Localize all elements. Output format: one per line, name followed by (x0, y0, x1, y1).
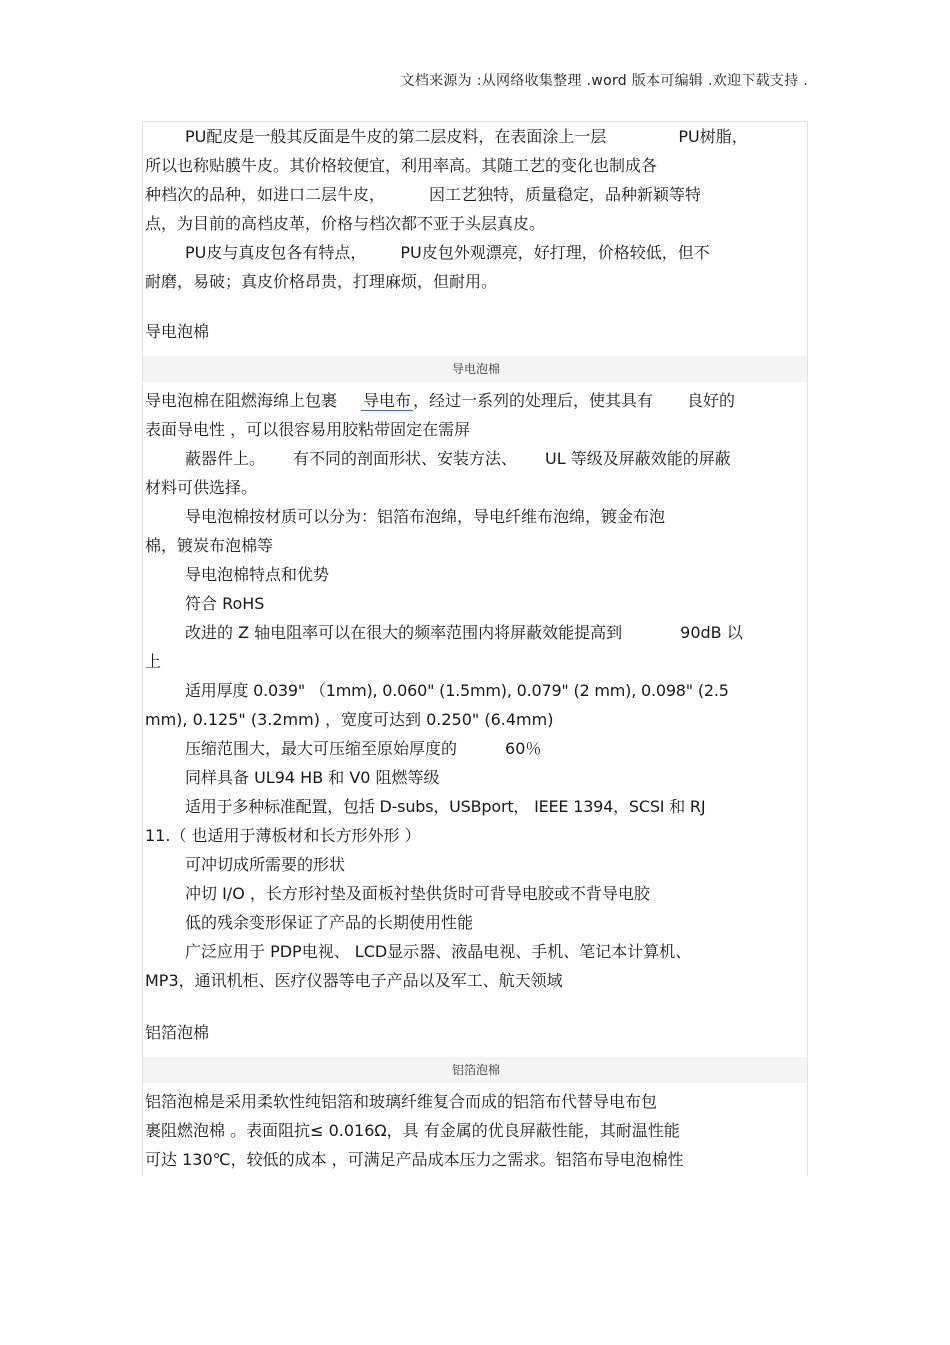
pu-paragraph-line (145, 180, 807, 209)
text: 90dB 以 (680, 623, 743, 642)
conductive-foam-line (145, 618, 807, 647)
text: 导电泡棉在阻燃海绵上包裹 (145, 391, 338, 410)
conductive-foam-line: MP3，通讯机柜、医疗仪器等电子产品以及军工、航天领域 (145, 971, 563, 990)
conductive-foam-line: 适用厚度 0.039" （1mm), 0.060" (1.5mm), 0.079" (2 mm), 0.098" (2.5 (185, 681, 729, 700)
conductive-foam-line: 材料可供选择。 (145, 478, 258, 497)
conductive-foam-line: 可冲切成所需要的形状 (185, 855, 346, 874)
conductive-foam-line: 符合 RoHS (185, 594, 265, 613)
text: PU皮与真皮包各有特点， (185, 243, 367, 262)
aluminum-foam-line: 可达 130℃，较低的成本 ，可满足产品成本压力之需求。铝箔布导电泡棉性 (145, 1150, 684, 1169)
text: UL 等级及屏蔽效能的屏蔽 (545, 449, 731, 468)
pu-paragraph-line (145, 238, 807, 267)
text: ，经过一系列的处理后，使其具有 (413, 391, 654, 410)
document-body (142, 121, 808, 1176)
pu-paragraph-line: 点，为目前的高档皮革，价格与档次都不亚于头层真皮。 (145, 214, 546, 233)
pu-paragraph-line: 耐磨，易破；真皮价格昂贵，打理麻烦，但耐用。 (145, 272, 498, 291)
document-content (143, 122, 807, 1174)
pu-paragraph-line (145, 122, 807, 151)
section-heading-aluminum-foam: 铝箔泡棉 (145, 1023, 210, 1042)
text: 种档次的品种，如进口二层牛皮， (145, 185, 386, 204)
image-caption-aluminum-foam: 铝箔泡棉 (143, 1057, 808, 1083)
text: PU配皮是一般其反面是牛皮的第二层皮料，在表面涂上一层 (185, 127, 607, 146)
conductive-foam-line: 表面导电性 ，可以很容易用胶粘带固定在需屏 (145, 420, 471, 439)
source-note: 文档来源为 :从网络收集整理 .word 版本可编辑 .欢迎下载支持 . (400, 73, 808, 89)
conductive-foam-line (145, 444, 807, 473)
pu-paragraph-line: 所以也称贴膜牛皮。其价格较便宜，利用率高。其随工艺的变化也制成各 (145, 156, 658, 175)
conductive-foam-line (145, 386, 807, 415)
conductive-foam-line: 低的残余变形保证了产品的长期使用性能 (185, 913, 474, 932)
conductive-foam-line: 导电泡棉特点和优势 (185, 565, 330, 584)
text: 改进的 Z 轴电阻率可以在很大的频率范围内将屏蔽效能提高到 (185, 623, 623, 642)
section-heading-conductive-foam: 导电泡棉 (145, 322, 210, 341)
image-caption-conductive-foam: 导电泡棉 (143, 356, 808, 382)
conductive-foam-line: 适用于多种标准配置，包括 D-subs，USBport， IEEE 1394，SCSI 和 RJ (185, 797, 706, 816)
conductive-foam-line (145, 734, 807, 763)
aluminum-foam-line: 铝箔泡棉是采用柔软性纯铝箔和玻璃纤维复合而成的铝箔布代替导电布包 (145, 1092, 658, 1111)
conductive-foam-line: 冲切 I/O ，长方形衬垫及面板衬垫供货时可背导电胶或不背导电胶 (185, 884, 650, 903)
conductive-foam-line: mm), 0.125" (3.2mm) ，宽度可达到 0.250" (6.4mm) (145, 710, 554, 729)
conductive-foam-line: 同样具备 UL94 HB 和 V0 阻燃等级 (185, 768, 440, 787)
conductive-foam-line: 广泛应用于 PDP电视、 LCD显示器、液晶电视、手机、笔记本计算机、 (185, 942, 692, 961)
conductive-foam-line: 上 (145, 652, 162, 671)
text: 良好的 (687, 391, 736, 410)
aluminum-foam-line: 裹阻燃泡棉 。表面阻抗≤ 0.016Ω，具 有金属的优良屏蔽性能，其耐温性能 (145, 1121, 680, 1140)
text: 压缩范围大，最大可压缩至原始厚度的 (185, 739, 458, 758)
text: 60％ (505, 739, 542, 758)
text: PU树脂， (678, 127, 748, 146)
text: 有不同的剖面形状、安装方法、 (293, 449, 518, 468)
text: 因工艺独特，质量稳定，品种新颖等特 (429, 185, 702, 204)
conductive-foam-line: 棉，镀炭布泡棉等 (145, 536, 274, 555)
conductive-foam-line: 导电泡棉按材质可以分为：铝箔布泡绵，导电纤维布泡绵，镀金布泡 (185, 507, 666, 526)
text: 蔽器件上。 (185, 449, 266, 468)
text: PU皮包外观漂亮，好打理，价格较低，但不 (400, 243, 710, 262)
conductive-cloth-link[interactable]: 导电布 (363, 391, 412, 410)
conductive-foam-line: 11.（ 也适用于薄板材和长方形外形 ） (145, 826, 421, 845)
